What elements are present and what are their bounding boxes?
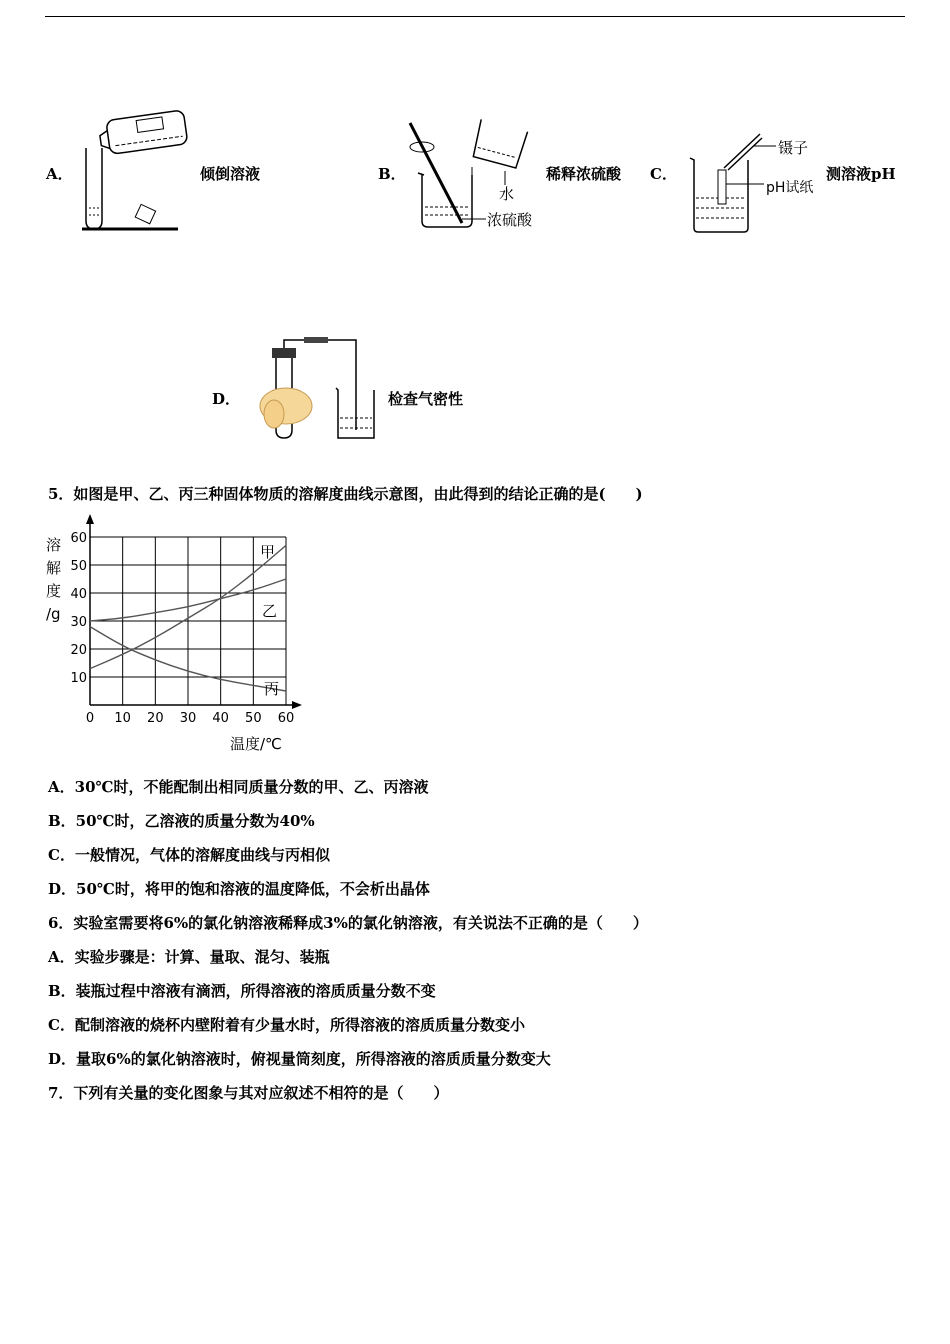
- q6-question: 6．实验室需要将6%的氯化钠溶液稀释成3%的氯化钠溶液，有关说法不正确的是（ ）: [48, 914, 648, 932]
- y-tick-20: 20: [70, 643, 87, 658]
- y-axis-arrow: [86, 514, 94, 524]
- q5-question: 5．如图是甲、乙、丙三种固体物质的溶解度曲线示意图，由此得到的结论正确的是( ): [48, 485, 643, 503]
- x-tick-60: 60: [277, 711, 295, 726]
- pouring-solution-figure: [78, 103, 190, 233]
- q6-option-d: D．量取6%的氯化钠溶液时，俯视量筒刻度，所得溶液的溶质质量分数变大: [48, 1050, 551, 1068]
- series-label-乙: 乙: [262, 602, 278, 620]
- y-tick-50: 50: [70, 559, 87, 574]
- q6-option-b: B．装瓶过程中溶液有滴洒，所得溶液的溶质质量分数不变: [48, 982, 436, 1000]
- x-tick-40: 40: [212, 711, 229, 726]
- q5-option-c: C．一般情况，气体的溶解度曲线与丙相似: [48, 846, 330, 864]
- y-tick-10: 10: [70, 671, 87, 686]
- measure-ph-figure: [682, 128, 822, 236]
- y-label-part-3: /g: [46, 605, 61, 623]
- y-tick-40: 40: [70, 587, 87, 602]
- x-tick-10: 10: [114, 711, 131, 726]
- q6-option-a: A．实验步骤是：计算、量取、混匀、装瓶: [48, 948, 330, 966]
- dilute-acid-figure: [400, 117, 548, 233]
- water-label: 水: [499, 185, 515, 203]
- x-tick-20: 20: [147, 711, 164, 726]
- tweezers-label: 镊子: [778, 139, 809, 157]
- solubility-chart: [38, 512, 308, 757]
- acid-label: 浓硫酸: [487, 211, 533, 229]
- series-label-丙: 丙: [264, 680, 280, 698]
- x-tick-0: 0: [85, 711, 95, 726]
- option-d-letter: D．: [212, 390, 241, 408]
- option-a-caption: 倾倒溶液: [200, 165, 261, 183]
- top-rule: [45, 16, 905, 17]
- series-label-甲: 甲: [260, 543, 276, 561]
- y-tick-60: 60: [70, 531, 87, 546]
- option-b-caption: 稀释浓硫酸: [546, 165, 622, 183]
- q5-option-d: D．50℃时，将甲的饱和溶液的温度降低，不会析出晶体: [48, 880, 430, 898]
- x-tick-30: 30: [179, 711, 197, 726]
- airtightness-figure: [248, 334, 388, 444]
- x-tick-50: 50: [245, 711, 262, 726]
- q6-option-c: C．配制溶液的烧杯内壁附着有少量水时，所得溶液的溶质质量分数变小: [48, 1016, 525, 1034]
- option-a-letter: A．: [46, 165, 73, 183]
- option-b-letter: B．: [378, 165, 406, 183]
- option-c-letter: C．: [650, 165, 677, 183]
- option-d-caption: 检查气密性: [388, 390, 464, 408]
- q7-question: 7．下列有关量的变化图象与其对应叙述不相符的是（ ）: [48, 1084, 449, 1102]
- ph-paper-label: pH试纸: [766, 180, 814, 196]
- y-label-part-0: 溶: [46, 536, 62, 554]
- y-label-part-1: 解: [46, 559, 62, 577]
- x-axis-label: 温度/℃: [230, 735, 282, 753]
- option-c-caption: 测溶液pH: [826, 165, 896, 183]
- x-axis-arrow: [292, 701, 302, 709]
- y-label-part-2: 度: [46, 582, 62, 600]
- chart-grid: [90, 537, 286, 705]
- y-tick-30: 30: [70, 615, 87, 630]
- q5-option-a: A．30℃时，不能配制出相同质量分数的甲、乙、丙溶液: [48, 778, 429, 796]
- q5-option-b: B．50℃时，乙溶液的质量分数为40%: [48, 812, 315, 830]
